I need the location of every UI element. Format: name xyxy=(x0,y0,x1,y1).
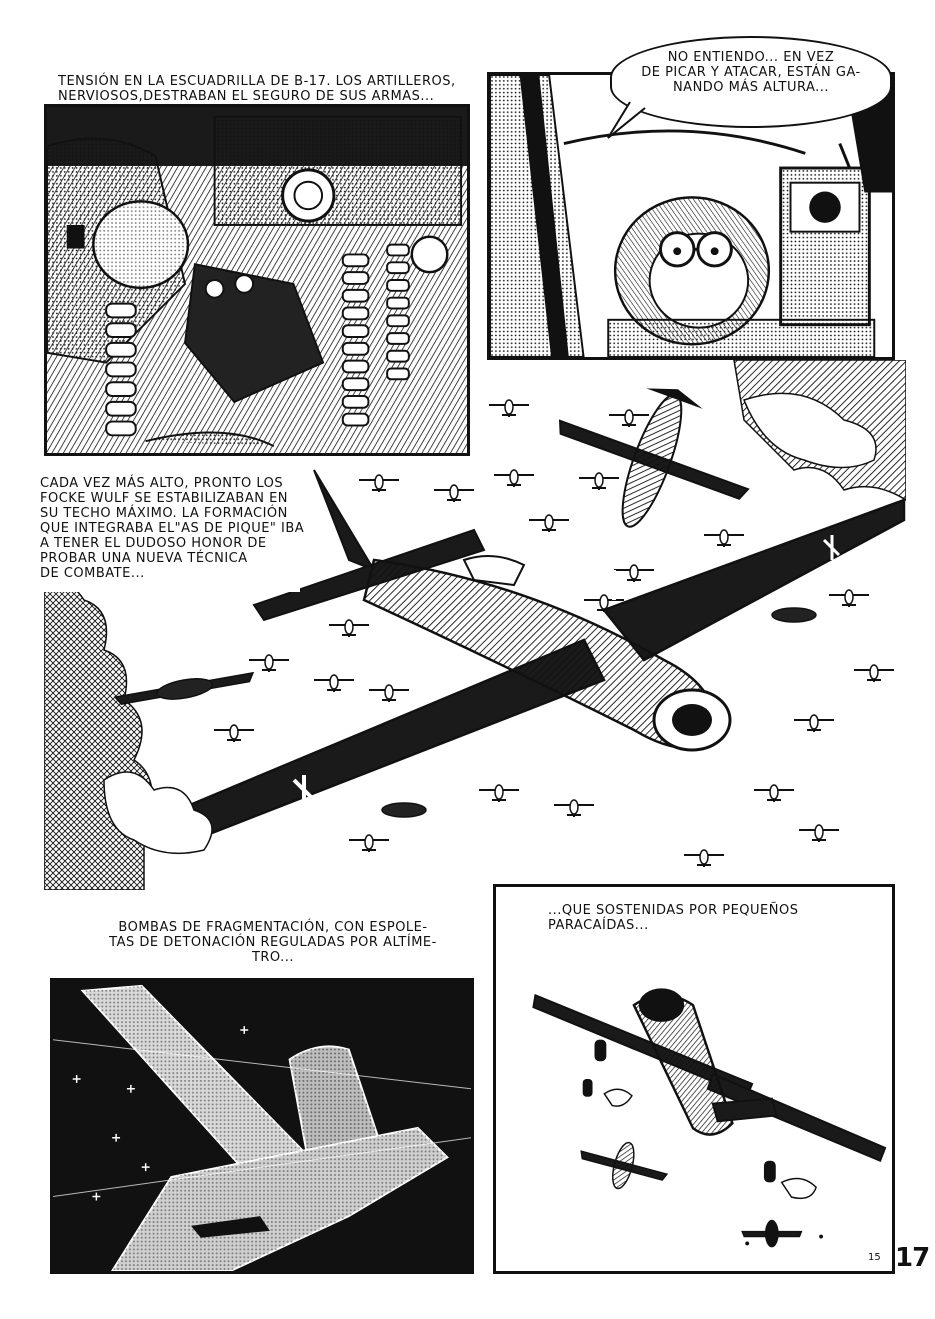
caption-panel4 xyxy=(88,920,458,965)
caption-line: TAS DE DETONACIÓN REGULADAS POR ALTÍME- xyxy=(109,935,437,950)
caption-panel3 xyxy=(40,476,304,581)
caption-line: QUE INTEGRABA EL"AS DE PIQUE" IBA xyxy=(40,521,305,536)
caption-line: ...QUE SOSTENIDAS POR PEQUEÑOS xyxy=(548,903,799,918)
caption-line: SU TECHO MÁXIMO. LA FORMACIÓN xyxy=(40,506,288,521)
caption-panel1 xyxy=(58,74,456,104)
page-number-small: 15 xyxy=(868,1252,881,1263)
caption-line: BOMBAS DE FRAGMENTACIÓN, CON ESPOLE- xyxy=(118,920,428,935)
panel-formation xyxy=(44,360,906,890)
caption-line: TRO... xyxy=(251,950,295,965)
caption-line: A TENER EL DUDOSO HONOR DE xyxy=(40,536,267,551)
speech-text xyxy=(625,50,877,95)
focke-wulf-fighters-over-b17-formation-illustration xyxy=(44,360,906,890)
speech-line: DE PICAR Y ATACAR, ESTÁN GA- xyxy=(641,65,861,80)
speech-line: NO ENTIENDO... EN VEZ xyxy=(667,50,835,65)
page-number-large: 17 xyxy=(895,1243,930,1273)
speech-line: NANDO MÁS ALTURA... xyxy=(672,80,830,95)
caption-line: PARACAÍDAS... xyxy=(548,918,649,933)
caption-panel5 xyxy=(548,903,798,933)
fighter-dropping-parachute-bombs-illustration xyxy=(496,887,892,1271)
speech-bubble-tail xyxy=(600,100,660,140)
caption-line: FOCKE WULF SE ESTABILIZABAN EN xyxy=(40,491,289,506)
caption-line: PROBAR UNA NUEVA TÉCNICA xyxy=(40,551,248,566)
caption-line: DE COMBATE... xyxy=(40,566,145,581)
caption-line: CADA VEZ MÁS ALTO, PRONTO LOS xyxy=(40,476,284,491)
b17-tail-at-night-illustration xyxy=(53,981,471,1271)
panel-night-bomber xyxy=(50,978,474,1274)
caption-line: TENSIÓN EN LA ESCUADRILLA DE B-17. LOS ARTILLEROS, xyxy=(58,74,456,89)
panel-parachute-bombs xyxy=(493,884,895,1274)
caption-line: NERVIOSOS,DESTRABAN EL SEGURO DE SUS ARMAS... xyxy=(58,89,435,104)
